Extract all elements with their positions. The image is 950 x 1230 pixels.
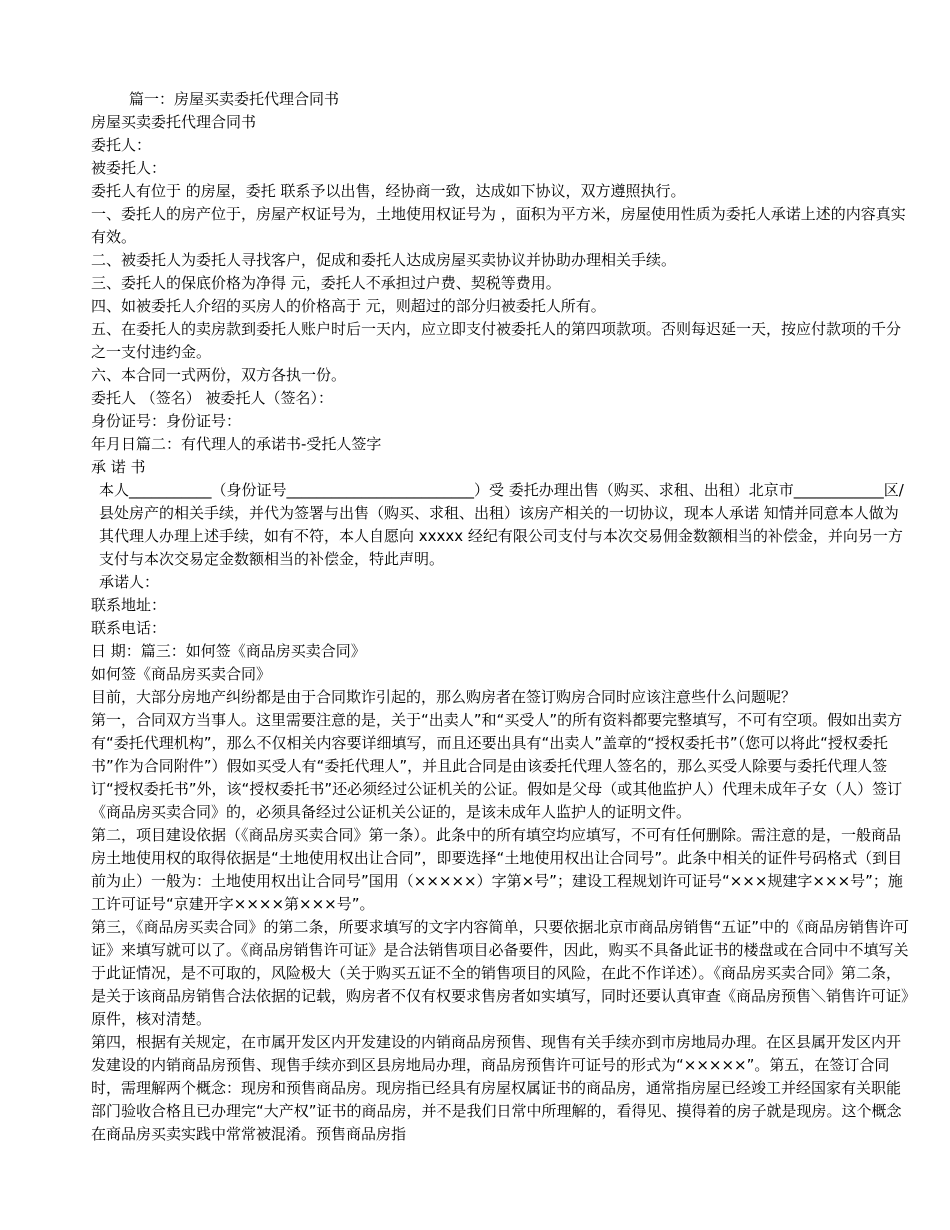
agent-line: 被委托人： bbox=[91, 159, 167, 177]
address-line: 联系地址： bbox=[91, 596, 167, 614]
paragraph: 目前，大部分房地产纠纷都是由于合同欺诈引起的，那么购房者在签订购房合同时应该注意些什么问题呢？ bbox=[91, 688, 797, 706]
id-number-line: 身份证号：身份证号： bbox=[91, 412, 242, 430]
clause-5: 五、在委托人的卖房款到委托人账户时后一天内，应立即支付被委托人的第四项款项。否则每迟延一天，按应付款项的千分之一支付违约金。 bbox=[91, 320, 902, 361]
phone-line: 联系电话： bbox=[91, 619, 167, 637]
pledge-body: 本人___________（身份证号_________________________）受 委托办理出售（购买、求租、出租）北京市____________区/县处房产的相关手续，并代为签署与出售（购买、求租、出租）该房产相关的一切协议，现本人承诺 知情并同意本人做为其代理人办理上述手续，如有不符，本人自愿向 xxxxx 经纪有限公司支付与本次交易佣金数额相当的补偿金，并向另一方支付与本次交易定金数额相当的补偿金，特此声明。 bbox=[99, 481, 904, 568]
clause-1: 一、委托人的房产位于，房屋产权证号为，土地使用权证号为 ，面积为平方米，房屋使用性质为委托人承诺上述的内容真实有效。 bbox=[91, 205, 906, 246]
section-heading-1: 篇一：房屋买卖委托代理合同书 bbox=[129, 90, 340, 108]
paragraph: 第四，根据有关规定，在市属开发区内开发建设的内销商品房预售、现售有关手续亦到市房地局办理。在区县属开发区内开发建设的内销商品房预售、现售手续亦到区县房地局办理，商品房预售许可证号的形式为“×××××”。第五，在签订合同时，需理解两个概念：现房和预售商品房。现房指已经具有房屋权属证书的商品房，通常指房屋已经竣工并经国家有关职能部门验收合格且已办理完“大产权”证书的商品房，并不是我们日常中所理解的，看得见、摸得着的房子就是现房。这个概念在商品房买卖实践中常常被混淆。预售商品房指 bbox=[91, 1033, 902, 1143]
paragraph: 第一，合同双方当事人。这里需要注意的是，关于“出卖人”和“买受人”的所有资料都要完整填写，不可有空项。假如出卖方有“委托代理机构”，那么不仅相关内容要详细填写，而且还要出具有“出卖人”盖章的“授权委托书”（您可以将此“授权委托书”作为合同附件”）假如买受人有“委托代理人”，并且此合同是由该委托代理人签名的，那么买受人除要与委托代理人签订“授权委托书”外，该“授权委托书”还必须经过公证机关的公证。假如是父母（或其他监护人）代理未成年子女（人）签订《商品房买卖合同》的，必须具备经过公证机关公证的，是该未成年人监护人的证明文件。 bbox=[91, 711, 903, 821]
pledger-line: 承诺人： bbox=[99, 573, 160, 591]
date-section-heading-2: 年月日篇二：有代理人的承诺书-受托人签字 bbox=[91, 435, 382, 453]
date-section-heading-3: 日 期：篇三：如何签《商品房买卖合同》 bbox=[91, 642, 366, 660]
clause-6: 六、本合同一式两份，双方各执一份。 bbox=[91, 366, 347, 384]
clause-3: 三、委托人的保底价格为净得 元，委托人不承担过户费、契税等费用。 bbox=[91, 274, 561, 292]
contract-title: 房屋买卖委托代理合同书 bbox=[91, 113, 257, 131]
paragraph: 第二，项目建设依据（《商品房买卖合同》第一条）。此条中的所有填空均应填写，不可有任何删除。需注意的是，一般商品房土地使用权的取得依据是“土地使用权出让合同”，即要选择“土地使用权出让合同号”。此条中相关的证件号码格式（到目前为止）一般为：土地使用权出让合同号”国用（×××××）字第×号”；建设工程规划许可证号“×××规建字×××号”；施工许可证号“京建开字××××第×××号”。 bbox=[91, 826, 903, 913]
signature-line: 委托人 （签名） 被委托人（签名）： bbox=[91, 389, 334, 407]
clause-2: 二、被委托人为委托人寻找客户，促成和委托人达成房屋买卖协议并协助办理相关手续。 bbox=[91, 251, 677, 269]
clause-4: 四、如被委托人介绍的买房人的价格高于 元，则超过的部分归被委托人所有。 bbox=[91, 297, 606, 315]
client-line: 委托人： bbox=[91, 136, 152, 154]
paragraph: 第三，《商品房买卖合同》的第二条，所要求填写的文字内容简单，只要依据北京市商品房销售“五证”中的《商品房销售许可证》来填写就可以了。《商品房销售许可证》是合法销售项目必备要件，因此，购买不具备此证书的楼盘或在合同中不填写关于此证情况，是不可取的，风险极大（关于购买五证不全的销售项目的风险，在此不作详述）。《商品房买卖合同》第二条，是关于该商品房销售合法依据的记载，购房者不仅有权要求售房者如实填写，同时还要认真审查《商品房预售＼销售许可证》原件，核对清楚。 bbox=[91, 918, 910, 1028]
pledge-title: 承 诺 书 bbox=[91, 458, 146, 476]
paragraph: 委托人有位于 的房屋，委托 联系予以出售，经协商一致，达成如下协议，双方遵照执行。 bbox=[91, 182, 686, 200]
article-title: 如何签《商品房买卖合同》 bbox=[91, 665, 272, 683]
